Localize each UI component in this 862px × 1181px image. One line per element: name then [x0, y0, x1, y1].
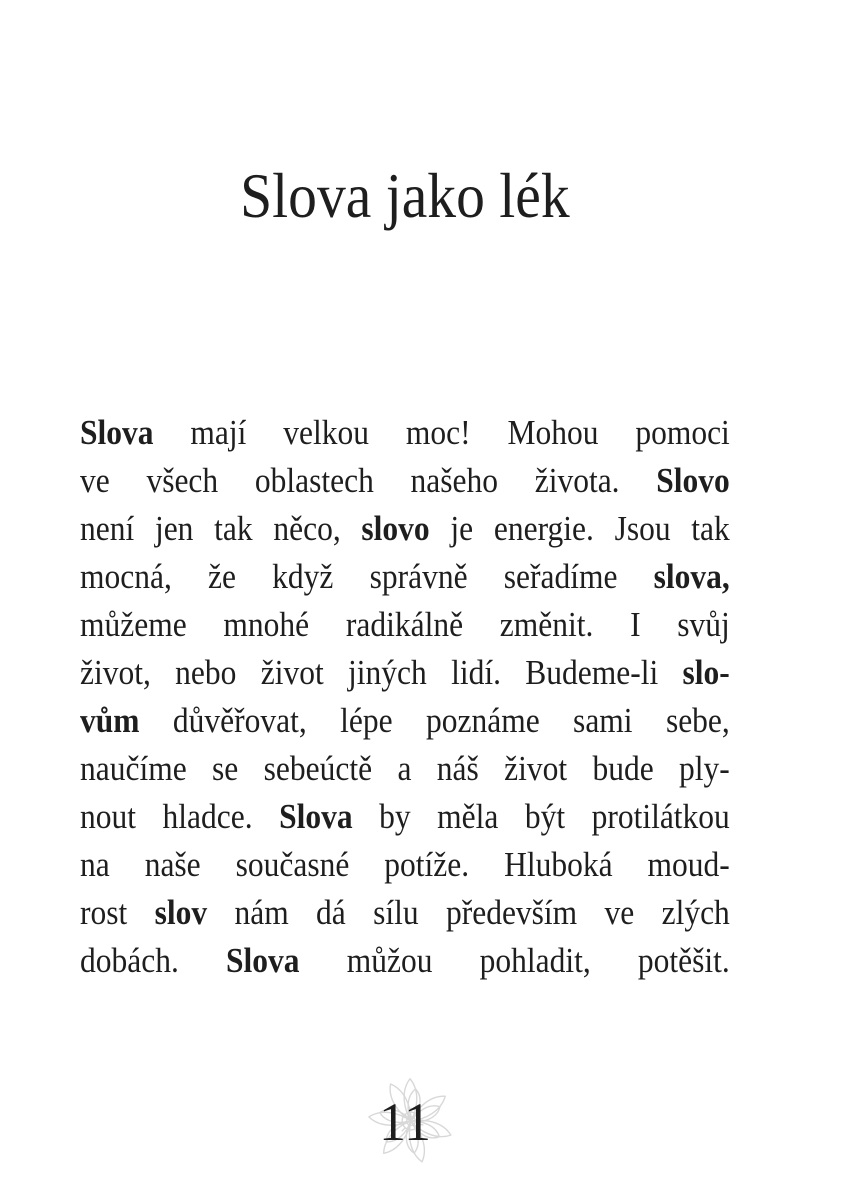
text-segment: je energie. Jsou tak	[429, 509, 730, 548]
text-line	[80, 409, 730, 457]
text-segment: nám dá sílu především ve zlých	[207, 893, 730, 932]
text-segment: mocná, že když správně seřadíme	[80, 557, 654, 596]
text-segment: naučíme se sebeúctě a náš život bude ply-	[80, 749, 730, 788]
text-segment: život, nebo život jiných lidí. Budeme-li	[80, 653, 683, 692]
text-segment: na naše současné potíže. Hluboká moud-	[80, 845, 730, 884]
text-segment: nout hladce.	[80, 797, 280, 836]
title-block	[80, 160, 730, 231]
bold-word: Slovo	[656, 461, 730, 500]
text-segment: rost	[80, 893, 155, 932]
text-line	[80, 697, 730, 745]
body-paragraph	[80, 409, 730, 985]
bold-word: Slova	[226, 941, 300, 980]
chapter-title: Slova jako lék	[240, 160, 570, 231]
page-number-block	[80, 1092, 730, 1152]
bold-word: Slova	[279, 797, 353, 836]
bold-word: slov	[154, 893, 208, 932]
text-line	[80, 457, 730, 505]
text-segment: mají velkou moc! Mohou pomoci	[153, 413, 730, 452]
text-line	[80, 745, 730, 793]
bold-word: slo-	[682, 653, 730, 692]
text-line	[80, 841, 730, 889]
text-line	[80, 505, 730, 553]
text-segment: není jen tak něco,	[80, 509, 362, 548]
text-line	[80, 793, 730, 841]
bold-word: vům	[80, 701, 140, 740]
bold-word: slova,	[653, 557, 730, 596]
text-line	[80, 553, 730, 601]
page-number: 11	[379, 1092, 431, 1152]
text-segment: dobách.	[80, 941, 227, 980]
text-segment: můžeme mnohé radikálně změnit. I svůj	[80, 605, 730, 644]
text-line	[80, 937, 730, 985]
text-segment: důvěřovat, lépe poznáme sami sebe,	[139, 701, 730, 740]
text-line	[80, 601, 730, 649]
text-segment: můžou pohladit, potěšit.	[299, 941, 730, 980]
text-segment: ve všech oblastech našeho života.	[80, 461, 657, 500]
bold-word: slovo	[361, 509, 430, 548]
text-line	[80, 889, 730, 937]
bold-word: Slova	[80, 413, 154, 452]
text-line	[80, 649, 730, 697]
text-segment: by měla být protilátkou	[352, 797, 730, 836]
